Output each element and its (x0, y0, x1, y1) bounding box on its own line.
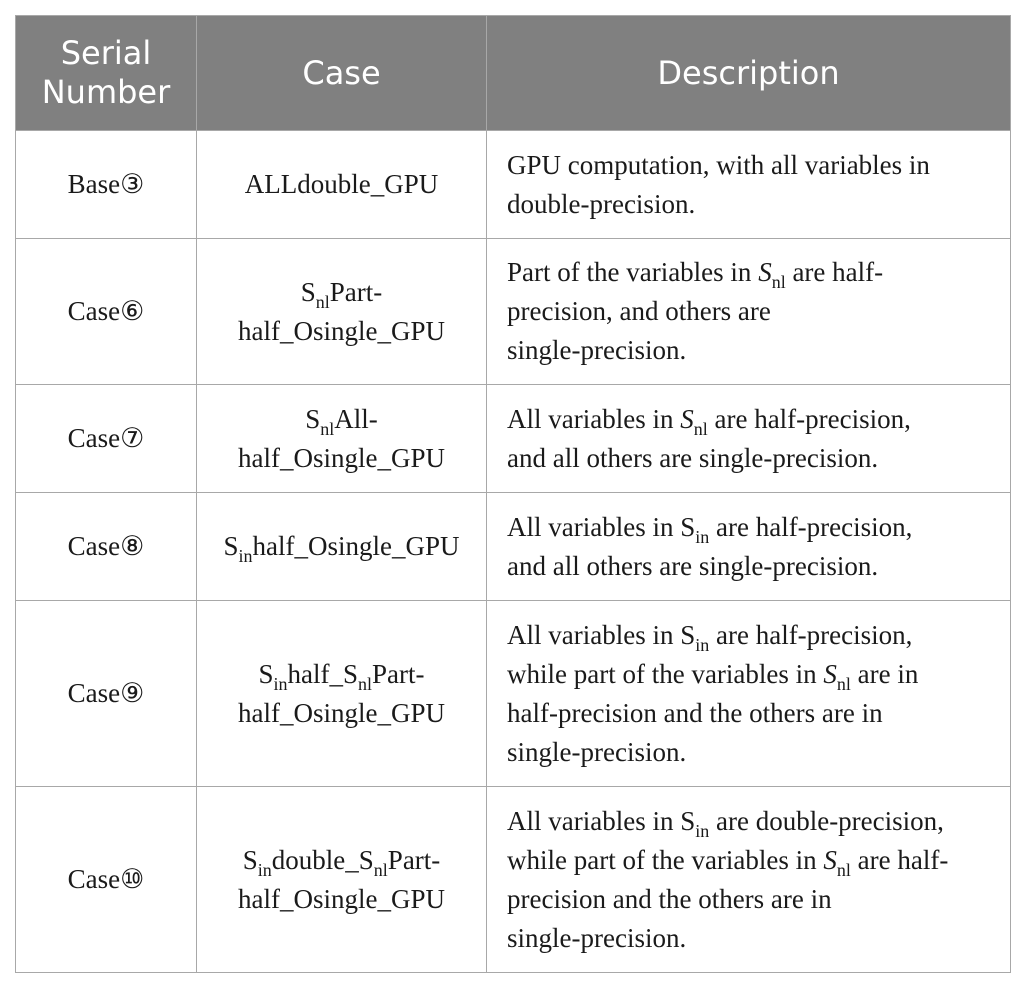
text-segment: S (242, 844, 258, 875)
case-cell (197, 239, 487, 385)
text-segment: are in (850, 658, 919, 689)
description-line (507, 844, 949, 880)
text-segment: half_S (287, 658, 359, 689)
text-segment: S (680, 403, 694, 434)
subscript-text: nl (836, 859, 851, 880)
text-segment: precision and the others are in (507, 883, 832, 914)
serial-number-cell: Base③ (16, 131, 197, 239)
text-segment: are half-precision, (707, 403, 911, 434)
text-segment: double-precision. (507, 188, 696, 219)
case-cell (197, 385, 487, 493)
header-row (16, 16, 1011, 131)
case-line (300, 276, 383, 312)
case-cell (197, 787, 487, 973)
description-line (507, 511, 913, 547)
description-line (507, 150, 930, 180)
serial-number-cell: Case⑥ (16, 239, 197, 385)
description-cell (487, 787, 1011, 973)
text-segment: precision, and others are (507, 296, 771, 326)
case-line (238, 443, 445, 473)
subscript-text: nl (358, 673, 373, 694)
header-case: Case (197, 16, 487, 131)
case-line (238, 316, 445, 346)
text-segment: are half-precision, (709, 619, 913, 650)
text-segment: single-precision. (507, 736, 687, 767)
table-row (16, 787, 1011, 973)
text-segment: are half- (785, 257, 884, 287)
subscript-text: nl (771, 272, 786, 292)
case-cell (197, 131, 487, 239)
text-segment: S (305, 403, 321, 434)
serial-number-cell: Case⑩ (16, 787, 197, 973)
text-segment: single-precision. (507, 922, 687, 953)
description-line (507, 335, 686, 365)
text-segment: while part of the variables in (507, 844, 824, 875)
description-line (507, 737, 686, 767)
subscript-text: nl (836, 673, 851, 694)
description-line (507, 884, 832, 914)
text-segment: S (300, 276, 316, 307)
description-cell (487, 131, 1011, 239)
text-segment: S (823, 844, 837, 875)
subscript-text: in (238, 546, 253, 566)
subscript-text: in (695, 634, 710, 655)
text-segment: half_Osingle_GPU (238, 442, 445, 473)
serial-number-cell: Case⑨ (16, 601, 197, 787)
subscript-text: nl (320, 418, 335, 439)
case-line (238, 698, 445, 728)
subscript-text: in (695, 526, 710, 547)
text-segment: All variables in S (507, 805, 696, 836)
description-line (507, 805, 944, 841)
text-segment: All- (334, 403, 378, 434)
case-line (242, 844, 441, 880)
case-line (223, 531, 460, 566)
description-line (507, 257, 884, 292)
text-segment: Part of the variables in (507, 257, 759, 287)
text-segment: are half- (850, 844, 949, 875)
description-cell (487, 239, 1011, 385)
table-row (16, 239, 1011, 385)
subscript-text: in (695, 820, 710, 841)
table-row (16, 131, 1011, 239)
text-segment: half_Osingle_GPU (252, 531, 460, 561)
description-line (507, 923, 686, 953)
text-segment: S (223, 531, 239, 561)
precision-cases-table (15, 15, 1011, 973)
subscript-text: nl (315, 291, 330, 312)
subscript-text: in (257, 859, 272, 880)
text-segment: S (823, 658, 837, 689)
table-row (16, 385, 1011, 493)
description-cell (487, 385, 1011, 493)
header-serial-line-2: Number (41, 73, 171, 111)
description-line (507, 658, 919, 694)
text-segment: while part of the variables in (507, 658, 824, 689)
text-segment: GPU computation, with all variables in (507, 149, 930, 180)
text-segment: Part- (372, 658, 425, 689)
serial-number-cell: Case⑦ (16, 385, 197, 493)
description-line (507, 296, 771, 326)
case-cell (197, 493, 487, 601)
text-segment: All variables in S (507, 511, 696, 542)
description-line (507, 698, 883, 728)
table-row (16, 493, 1011, 601)
text-segment: double_S (271, 844, 374, 875)
header-description: Description (487, 16, 1011, 131)
description-line (507, 443, 878, 473)
description-line (507, 403, 911, 439)
text-segment: ALLdouble_GPU (244, 169, 439, 199)
description-line (507, 189, 695, 219)
text-segment: are half-precision, (709, 511, 913, 542)
text-segment: S (758, 257, 772, 287)
case-line (305, 403, 378, 439)
text-segment: and all others are single-precision. (507, 550, 879, 581)
text-segment: half_Osingle_GPU (238, 315, 445, 346)
text-segment: half-precision and the others are in (507, 697, 883, 728)
text-segment: single-precision. (507, 335, 687, 365)
subscript-text: nl (693, 418, 708, 439)
header-serial-line-1: Serial (60, 34, 152, 72)
header-serial-number (16, 16, 197, 131)
text-segment: All variables in (507, 403, 681, 434)
case-line (245, 169, 438, 199)
text-segment: and all others are single-precision. (507, 442, 879, 473)
case-line (238, 884, 445, 914)
serial-number-cell: Case⑧ (16, 493, 197, 601)
case-cell (197, 601, 487, 787)
text-segment: Part- (387, 844, 441, 875)
description-cell (487, 493, 1011, 601)
table-row (16, 601, 1011, 787)
text-segment: All variables in S (507, 619, 696, 650)
description-line (507, 619, 913, 655)
subscript-text: in (273, 673, 288, 694)
text-segment: S (258, 658, 274, 689)
text-segment: half_Osingle_GPU (238, 883, 445, 914)
text-segment: Part- (329, 276, 383, 307)
description-line (507, 551, 878, 581)
case-line (258, 658, 425, 694)
text-segment: half_Osingle_GPU (238, 697, 445, 728)
text-segment: are double-precision, (709, 805, 944, 836)
description-cell (487, 601, 1011, 787)
subscript-text: nl (373, 859, 388, 880)
